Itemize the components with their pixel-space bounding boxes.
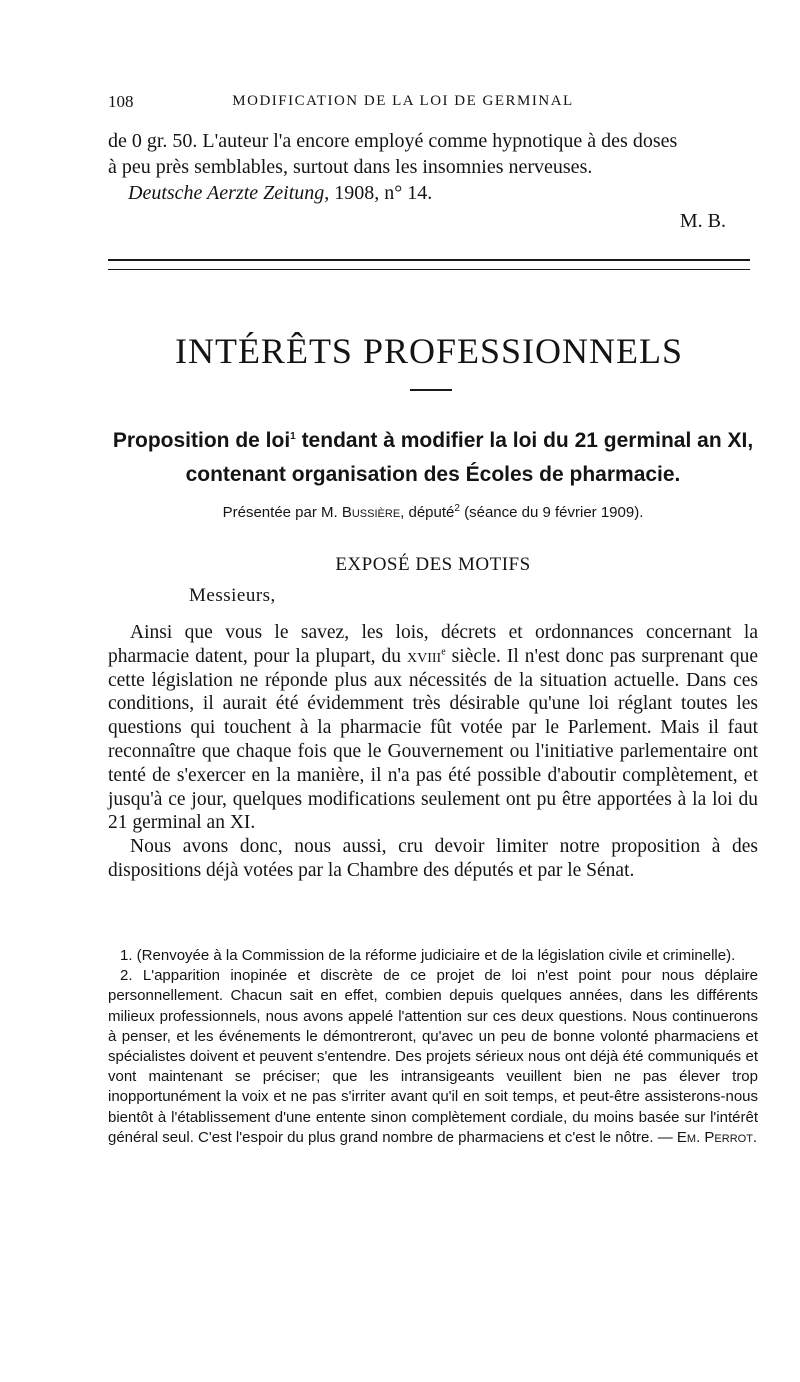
footnote-text: 2. L'apparition inopinée et discrète de ce projet de loi n'est point pour nous déplaire personnellement. Chacun sait en effet, combien depuis quelques années, dans les différents milieux professionnels, nous avons appelé l'attention sur ces deux questions. Nous continuerons à penser, et les événements le démontreront, qu'avec un peu de bonne volonté pharmaciens et spécialistes doivent et peuvent s'entendre. Des projets sérieux nous ont déjà été communiqués et vont maintenant se préciser; que les intransigeants veuillent bien ne pas élever trop inopportunément la voix et ne pas s'irriter avant qu'il en soit temps, et peut-être assisterons-nous bientôt à l'établissement d'une entente sinon complètement cordiale, du moins basée sur l'intérêt général seul. C'est l'espoir du plus grand nombre de pharmaciens et c'est le nôtre. — xyxy=(108,967,758,1146)
presented-by xyxy=(108,504,758,521)
century-numeral: xviii xyxy=(407,645,442,667)
paragraph xyxy=(108,621,758,835)
running-title: MODIFICATION DE LA LOI DE GERMINAL xyxy=(232,93,574,109)
proposal-title-line: contenant organisation des Écoles de pharmacie. xyxy=(185,463,681,486)
journal-details: , 1908, n° 14. xyxy=(324,182,433,204)
proposal-title-part: tendant à modifier la loi du 21 germinal an XI, xyxy=(295,429,754,452)
previous-article-line: de 0 gr. 50. L'auteur l'a encore employé comme hypnotique à des doses xyxy=(108,130,678,152)
previous-article-ending xyxy=(108,128,758,234)
footnote-marker: 1 xyxy=(290,431,296,442)
expose-heading: EXPOSÉ DES MOTIFS xyxy=(335,554,531,575)
heading-rule xyxy=(410,389,452,391)
footnote-author: Em. Perrot. xyxy=(676,1128,758,1146)
proposal-title xyxy=(108,424,758,492)
expose-body xyxy=(108,621,758,883)
salutation: Messieurs, xyxy=(189,585,276,606)
century-suffix: e xyxy=(441,646,446,658)
journal-name: Deutsche Aerzte Zeitung xyxy=(128,182,325,204)
author-signature: M. B. xyxy=(679,210,726,232)
footnotes xyxy=(108,946,758,1148)
presented-role: , député xyxy=(400,504,455,521)
proposal-title-part: Proposition de loi xyxy=(112,429,291,452)
page-number: 108 xyxy=(108,92,134,111)
presented-prefix: Présentée par M. xyxy=(222,504,342,521)
section-heading: INTÉRÊTS PROFESSIONNELS xyxy=(174,331,684,371)
footnote-marker: 2 xyxy=(454,503,460,514)
journal-reference xyxy=(108,180,758,206)
paragraph-text: Ainsi que vous le savez, les lois, décrets et ordonnances concernant la pharmacie datent, pour la plupart, du xyxy=(108,622,758,667)
deputy-name: Bussière xyxy=(341,504,401,521)
footnote-2 xyxy=(108,966,758,1148)
paragraph-text: siècle. Il n'est donc pas surprenant que cette législation ne réponde plus aux nécessités de la situation actuelle. Dans ces conditions, il aurait été évidemment très désirable qu'une loi réglant toutes les questions qui touchent à la pharmacie fût votée par le Parlement. Mais il faut reconnaître que chaque fois que le Gouvernement ou l'initiative parlementaire ont tenté de s'exercer en la manière, il n'a pas été possible d'aboutir complètement, et jusqu'à ce jour, quelques modifications seulement ont pu être apportées à la loi du 21 germinal an XI. xyxy=(108,645,758,834)
footnote-1: 1. (Renvoyée à la Commission de la réforme judiciaire et de la législation civile et criminelle). xyxy=(120,947,736,964)
running-head xyxy=(108,92,758,114)
previous-article-line: à peu près semblables, surtout dans les insomnies nerveuses. xyxy=(108,156,593,178)
session-date: (séance du 9 février 1909). xyxy=(459,504,644,521)
section-divider xyxy=(108,259,750,270)
paragraph: Nous avons donc, nous aussi, cru devoir limiter notre proposition à des dispositions déjà votées par la Chambre des députés et par le Sénat. xyxy=(108,836,758,881)
